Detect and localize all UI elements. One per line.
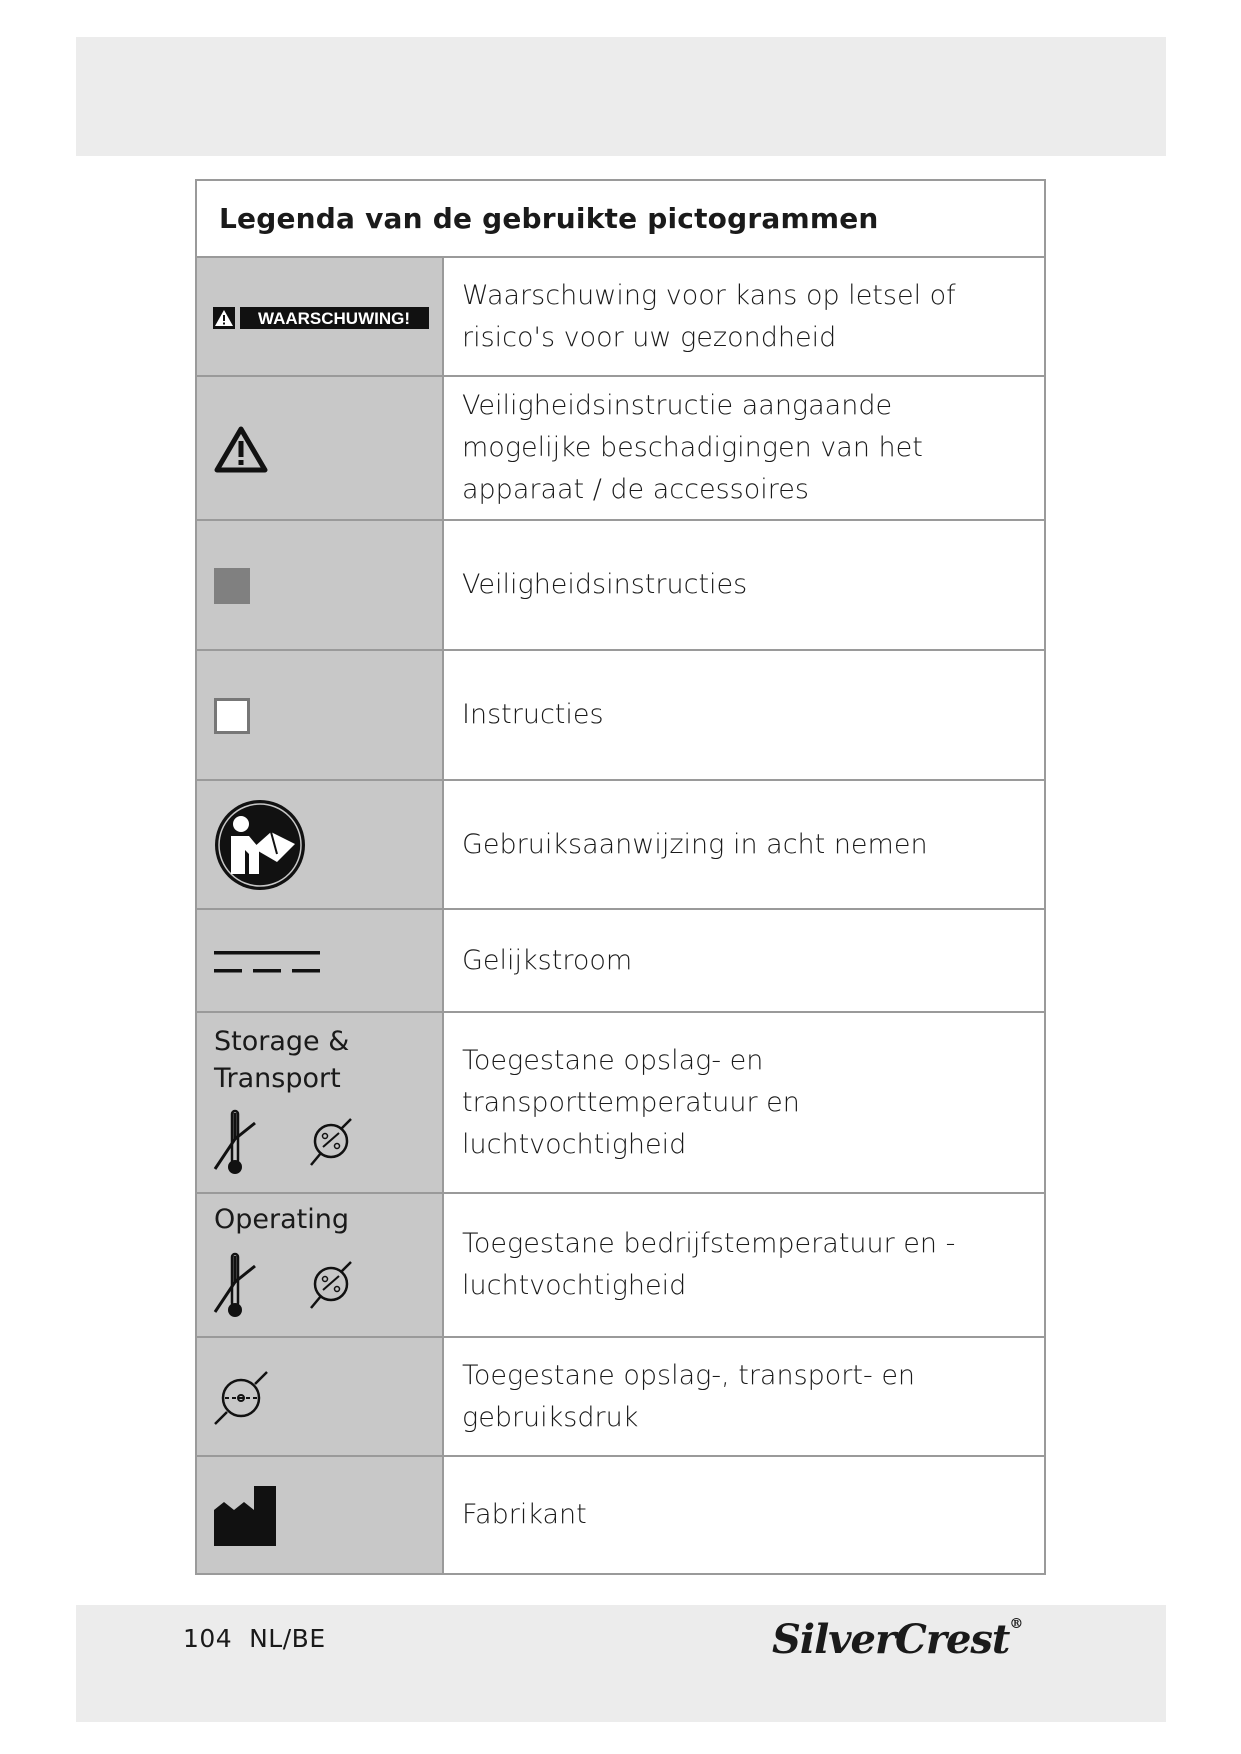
direct-current-icon <box>214 951 320 975</box>
operating-label: Operating <box>214 1204 349 1235</box>
header-band <box>76 37 1166 156</box>
legend-row <box>197 258 1044 377</box>
symbol-cell <box>197 1338 444 1455</box>
symbol-cell <box>197 521 444 649</box>
humidity-limit-icon <box>309 1117 353 1167</box>
legend-title: Legenda van de gebruikte pictogrammen <box>197 181 1044 258</box>
brand-logo: SilverCrest® <box>772 1616 1023 1663</box>
legend-row <box>197 377 1044 521</box>
symbol-cell <box>197 910 444 1011</box>
legend-row <box>197 1194 1044 1338</box>
symbol-cell <box>197 377 444 519</box>
brand-text: SilverCrest <box>772 1616 1010 1663</box>
legend-row <box>197 1013 1044 1194</box>
warning-label-text: WAARSCHUWING! <box>257 309 411 328</box>
warning-label-icon <box>213 306 429 330</box>
description: Toegestane opslag-, transport- en gebruiksdruk <box>462 1359 916 1433</box>
symbol-cell <box>197 651 444 779</box>
description: Veiligheidsinstructies <box>462 569 748 600</box>
description: Fabrikant <box>462 1499 587 1530</box>
description: Toegestane opslag- en transporttemperatuur en luchtvochtigheid <box>462 1044 800 1160</box>
pressure-limit-icon <box>213 1368 269 1428</box>
legend-row <box>197 1457 1044 1573</box>
manufacturer-icon <box>214 1482 276 1546</box>
description: Gelijkstroom <box>462 944 633 976</box>
symbol-cell <box>197 1013 444 1192</box>
symbol-cell <box>197 781 444 908</box>
legend-row <box>197 1338 1044 1457</box>
legend-row <box>197 651 1044 781</box>
page-number: 104 NL/BE <box>183 1624 326 1653</box>
symbol-cell <box>197 258 444 375</box>
symbol-cell <box>197 1194 444 1336</box>
read-manual-icon <box>213 798 307 892</box>
description: Toegestane bedrijfstemperatuur en -luchtvochtigheid <box>462 1228 956 1301</box>
filled-square-icon <box>214 568 250 604</box>
description: Gebruiksaanwijzing in acht nemen <box>462 828 928 860</box>
legend-table <box>195 179 1046 1575</box>
warning-triangle-icon <box>214 425 268 473</box>
temperature-limit-icon <box>213 1109 259 1179</box>
legend-row <box>197 910 1044 1013</box>
symbol-cell <box>197 1457 444 1573</box>
legend-row <box>197 781 1044 910</box>
description: Instructies <box>462 699 604 730</box>
description: Waarschuwing voor kans op letsel of risico's voor uw gezondheid <box>462 279 956 353</box>
legend-row <box>197 521 1044 651</box>
operating-humidity-icon <box>309 1260 353 1310</box>
operating-temperature-icon <box>213 1252 259 1322</box>
storage-transport-label: Storage & Transport <box>214 1026 350 1094</box>
description: Veiligheidsinstructie aangaande mogelijke beschadigingen van het apparaat / de accessoires <box>462 390 923 505</box>
empty-square-icon <box>214 698 250 734</box>
